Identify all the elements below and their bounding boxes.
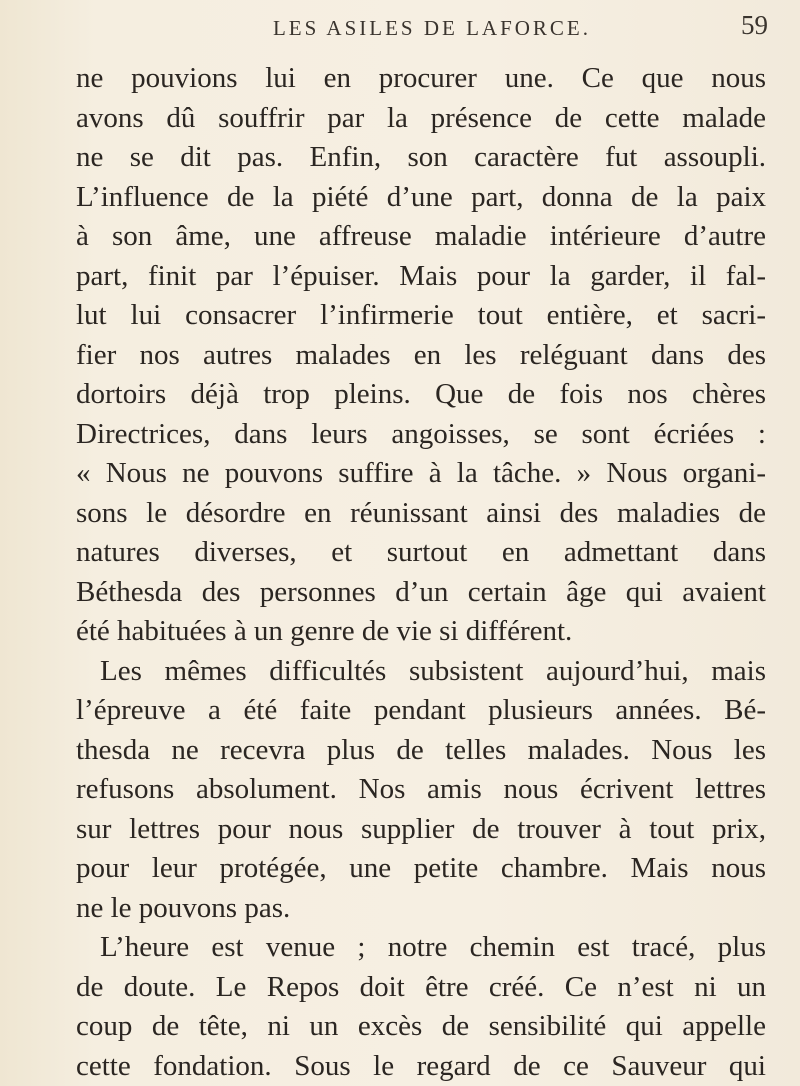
text-line: Les mêmes difficultés subsistent aujourd’hui, mais bbox=[100, 654, 766, 687]
paragraph bbox=[76, 652, 766, 929]
text-line: à son âme, une affreuse maladie intérieure d’autre bbox=[76, 220, 766, 252]
text-line: ne se dit pas. Enfin, son caractère fut assoupli. bbox=[76, 141, 766, 173]
text-line: sons le désordre en réunissant ainsi des maladies de bbox=[76, 496, 766, 529]
text-line: été habituées à un genre de vie si différent. bbox=[76, 615, 573, 647]
text-line: l’épreuve a été faite pendant plusieurs années. Bé- bbox=[76, 694, 766, 726]
page-number: 59 bbox=[741, 10, 768, 40]
text-line: « Nous ne pouvons suffire à la tâche. » Nous organi- bbox=[76, 457, 766, 489]
text-line: Directrices, dans leurs angoisses, se sont écriées : bbox=[76, 417, 766, 450]
text-line: avons dû souffrir par la présence de cette malade bbox=[76, 101, 766, 134]
text-line: sur lettres pour nous supplier de trouver à tout prix, bbox=[76, 812, 766, 845]
text-line: refusons absolument. Nos amis nous écrivent lettres bbox=[76, 773, 766, 805]
text-line: L’heure est venue ; notre chemin est tracé, plus bbox=[100, 931, 766, 963]
text-line: lut lui consacrer l’infirmerie tout entière, et sacri- bbox=[76, 299, 766, 331]
text-line: de doute. Le Repos doit être créé. Ce n’est ni un bbox=[76, 970, 766, 1003]
running-head bbox=[76, 6, 768, 46]
paragraph bbox=[76, 928, 766, 1086]
text-line: thesda ne recevra plus de telles malades. Nous les bbox=[76, 733, 766, 766]
text-line: L’influence de la piété d’une part, donna de la paix bbox=[76, 180, 766, 213]
text-line: Béthesda des personnes d’un certain âge qui avaient bbox=[76, 575, 766, 608]
text-line: part, finit par l’épuiser. Mais pour la garder, il fal- bbox=[76, 259, 766, 292]
text-line: ne le pouvons pas. bbox=[76, 891, 291, 924]
text-line: coup de tête, ni un excès de sensibilité qui appelle bbox=[76, 1010, 766, 1042]
text-line: pour leur protégée, une petite chambre. Mais nous bbox=[76, 852, 766, 884]
text-line: ne pouvions lui en procurer une. Ce que nous bbox=[76, 62, 766, 94]
paragraph bbox=[76, 59, 766, 652]
text-line: natures diverses, et surtout en admettant dans bbox=[76, 536, 766, 568]
text-line: cette fondation. Sous le regard de ce Sauveur qui bbox=[76, 1049, 766, 1082]
body-text bbox=[76, 59, 766, 1086]
running-title: LES ASILES DE LAFORCE. bbox=[272, 16, 592, 40]
text-line: dortoirs déjà trop pleins. Que de fois nos chères bbox=[76, 378, 766, 410]
text-line: fier nos autres malades en les reléguant dans des bbox=[76, 338, 766, 371]
